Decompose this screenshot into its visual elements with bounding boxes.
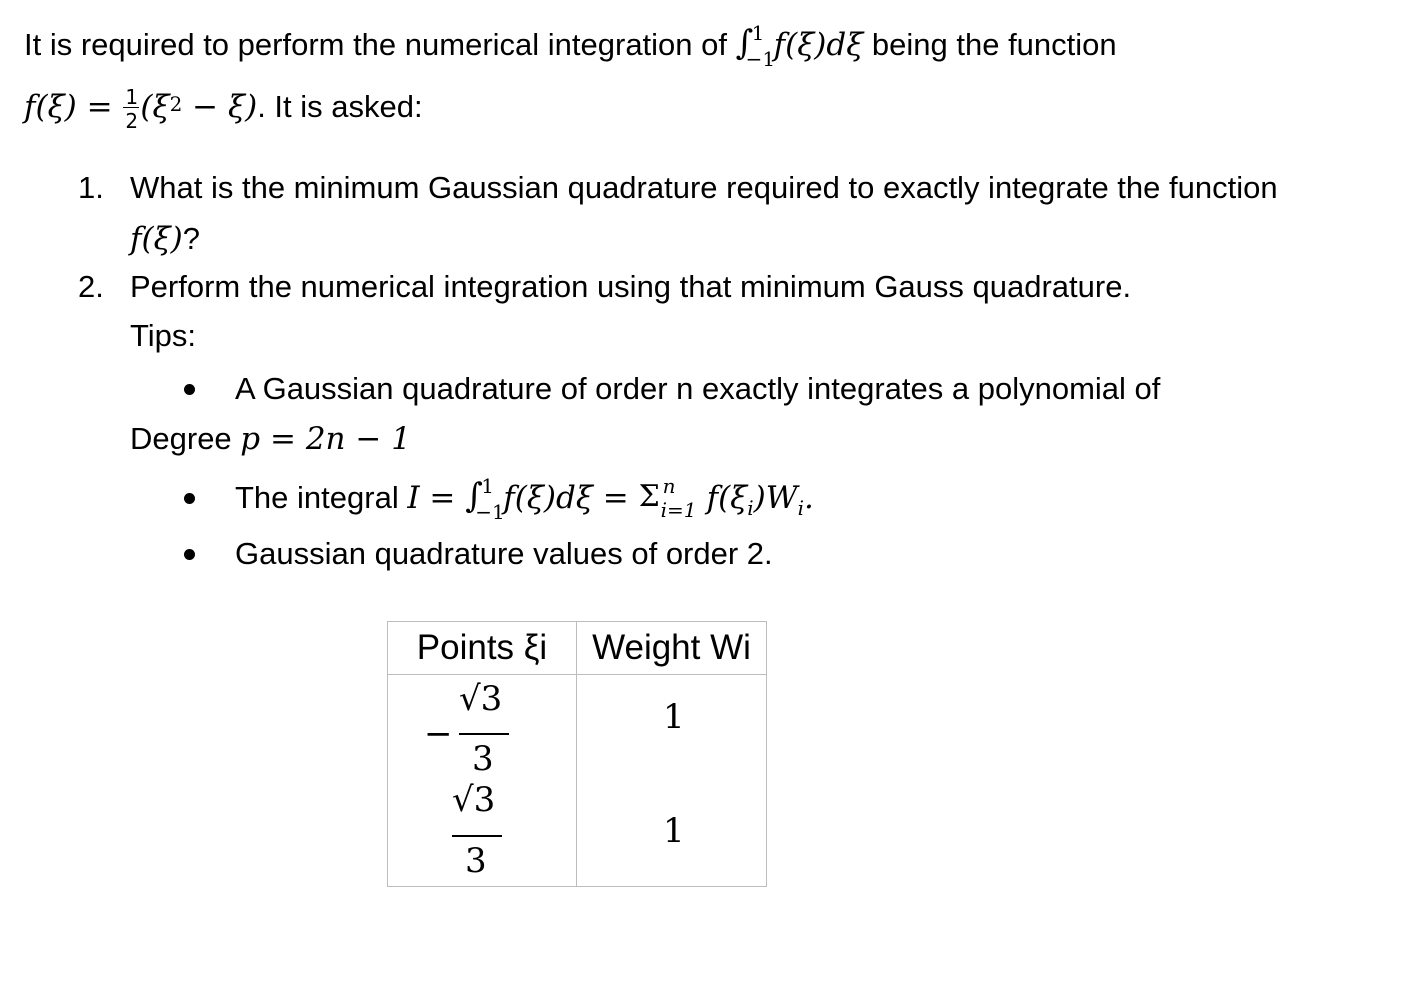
tip-1-degree-label: Degree [130,421,241,456]
integral-expression [735,21,776,71]
integrand: f(ξ)dξ [773,27,864,63]
gauss-table [387,621,767,887]
tips-heading: Tips: [130,318,197,353]
intro-asked: . It is asked: [257,89,423,124]
intro-line-1 [24,21,1117,71]
intro-text-prefix: It is required to perform the numerical integration of [24,27,736,62]
question-2-text: Perform the numerical integration using that minimum Gauss quadrature. [130,269,1132,304]
integral-upper-limit: 1 [751,21,765,45]
point-2-numerator: √3 [452,780,496,820]
function-lhs: f(ξ) = [24,89,123,125]
question-1-function: f(ξ) [130,221,183,257]
sum-symbol: Σ [638,479,660,514]
intro-text-suffix: being the function [863,27,1117,62]
integral-lower-limit: −1 [745,47,776,71]
weight-1: 1 [663,697,685,737]
sum-lower: i=1 [660,498,697,522]
question-2-number: 2. [78,269,104,304]
question-1-mark: ? [182,221,200,256]
point-2 [388,780,576,886]
fraction-numerator: 1 [125,85,139,109]
tip-2-end: . [804,480,814,516]
tip-2-integral [465,474,505,524]
question-1-text: What is the minimum Gaussian quadrature required to exactly integrate the function [130,170,1278,205]
function-exponent: 2 [169,92,183,116]
function-rhs-close: − ξ) [182,89,258,125]
tip-1-bullet [184,384,195,395]
tip-2-integral-upper: 1 [481,474,494,498]
point-2-fraction-bar [452,835,502,837]
point-1-fraction-bar [459,733,509,735]
tip-2-lhs: I = [407,480,466,516]
table-header-row [388,622,767,675]
tip-1-degree-formula: p = 2n − 1 [240,421,411,457]
weights-cell [577,675,767,887]
function-fraction [122,85,140,133]
tip-2-integral-lower: −1 [475,500,505,524]
tip-2-integral-symbol: ∫ [465,476,483,516]
tip-3-text: Gaussian quadrature values of order 2. [235,536,773,571]
tip-3-bullet [184,549,195,560]
point-1 [388,675,576,780]
tip-2-sum-body: f(ξ [706,480,748,516]
intro-line-2 [24,85,423,133]
tip-2-sub-i: i [747,496,754,521]
tip-2-sub-i2: i [797,496,805,521]
question-1-number: 1. [78,170,104,205]
integral-symbol: ∫ [735,23,754,63]
tip-2-integrand: f(ξ)dξ = [503,480,639,516]
header-weight: Weight Wi [577,622,767,675]
point-1-numerator: √3 [459,679,503,719]
tip-2-sum [638,474,707,522]
point-1-denominator: 3 [472,739,494,779]
tip-2-bullet [184,493,195,504]
header-points: Points ξi [388,622,577,675]
sum-upper: n [662,474,676,498]
table-row [388,675,767,887]
point-1-sign: − [424,714,453,754]
tip-1-text: A Gaussian quadrature of order n exactly integrates a polynomial of [235,371,1161,406]
tip-1-continuation [130,419,411,459]
point-2-denominator: 3 [465,841,487,881]
points-cell [388,675,577,887]
fraction-denominator: 2 [125,109,139,133]
weight-2: 1 [663,811,685,851]
function-rhs-open: (ξ [140,89,170,125]
tip-2-sum-mid: )W [753,480,798,516]
tip-2-text [235,474,814,528]
tip-2-prefix: The integral [235,480,408,515]
question-1-continuation [130,219,200,259]
